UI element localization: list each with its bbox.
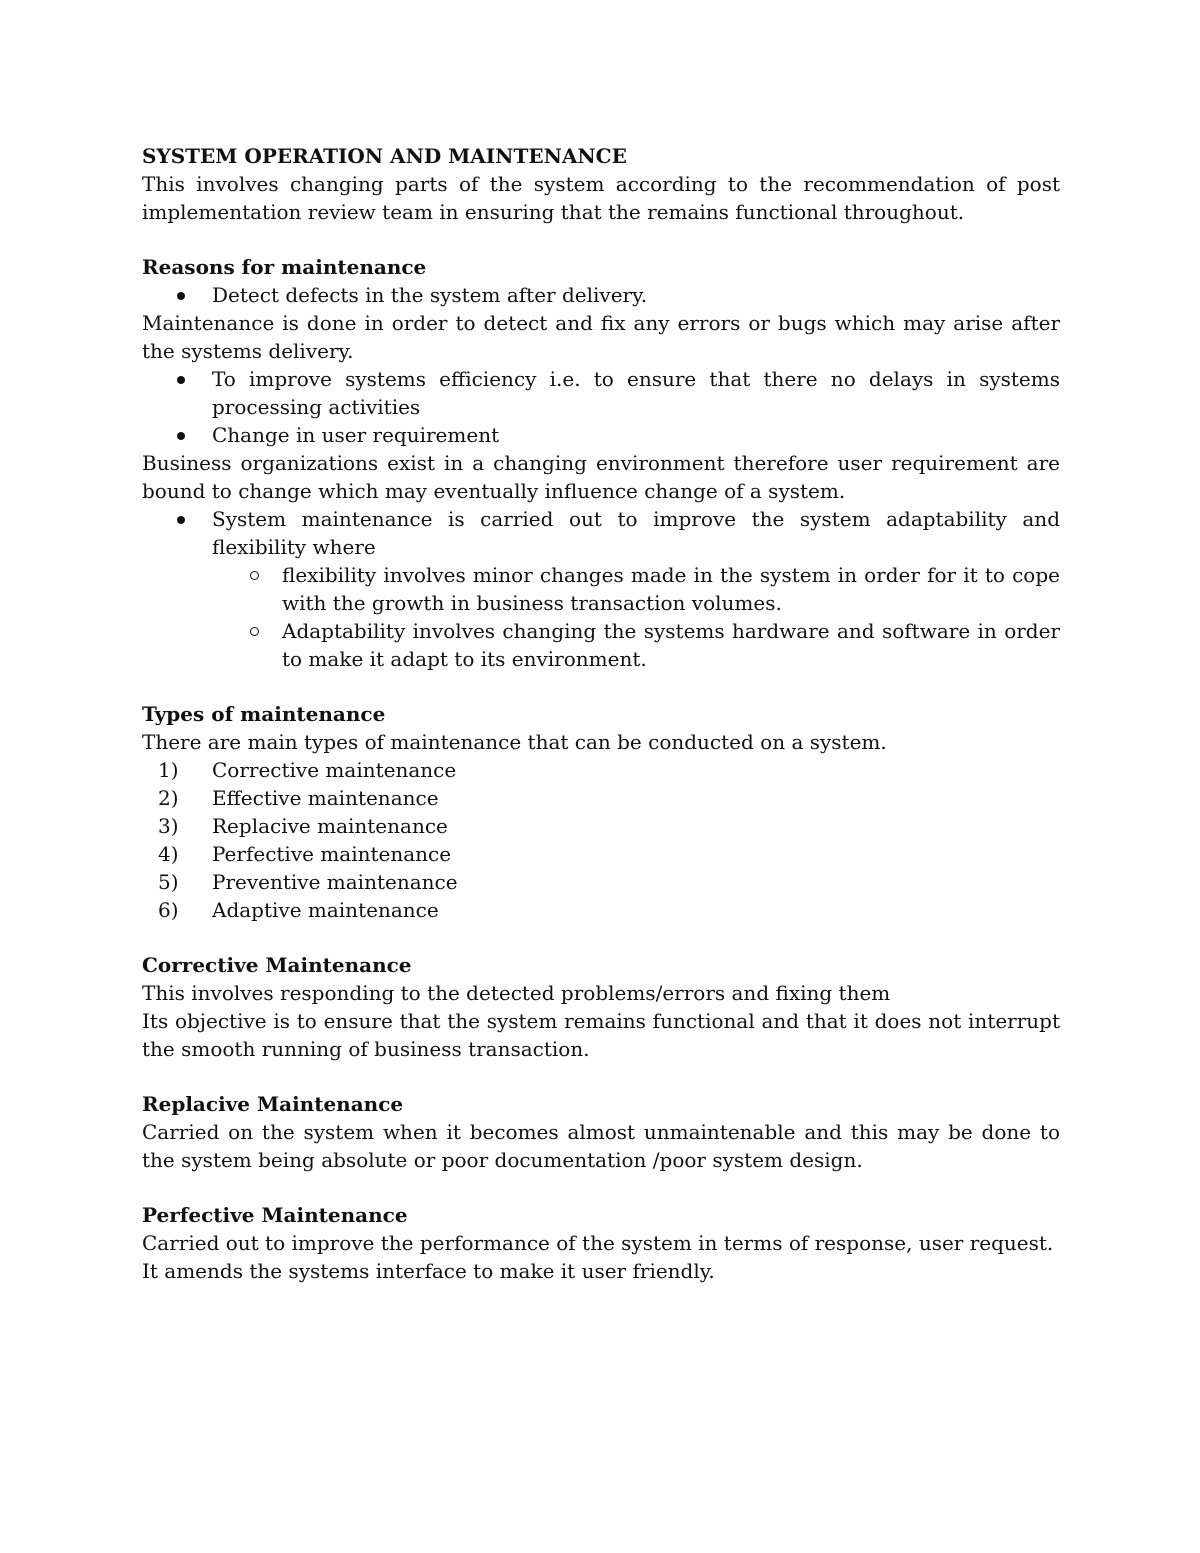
list-item-text: Preventive maintenance	[212, 870, 458, 894]
list-item	[142, 421, 1060, 449]
sublist-item-text: flexibility involves minor changes made in the system in order for it to cope with the growth in business transaction volumes.	[282, 563, 1060, 615]
document-title: SYSTEM OPERATION AND MAINTENANCE	[142, 144, 627, 168]
bullet-icon	[177, 292, 185, 300]
list-item-text: Adaptive maintenance	[212, 898, 439, 922]
circle-bullet-icon	[250, 627, 259, 636]
spacer	[142, 1063, 1060, 1090]
list-item	[142, 784, 1060, 812]
list-item	[142, 868, 1060, 896]
reasons-list-2	[142, 365, 1060, 449]
list-item-text: Replacive maintenance	[212, 814, 448, 838]
spacer	[142, 1174, 1060, 1201]
spacer	[142, 226, 1060, 253]
types-list	[142, 756, 1060, 924]
list-number: 1)	[158, 758, 179, 782]
list-item-text: Corrective maintenance	[212, 758, 457, 782]
sublist-item	[142, 617, 1060, 673]
list-number: 3)	[158, 814, 179, 838]
list-number: 2)	[158, 786, 179, 810]
sublist-item-text: Adaptability involves changing the systems hardware and software in order to make it adapt to its environment.	[282, 619, 1060, 671]
document-body	[142, 142, 1060, 1285]
list-number: 6)	[158, 898, 179, 922]
perfective-line-1: Carried out to improve the performance of the system in terms of response, user request.	[142, 1231, 1054, 1255]
list-number: 5)	[158, 870, 179, 894]
replacive-text: Carried on the system when it becomes almost unmaintenable and this may be done to the system being absolute or poor documentation /poor system design.	[142, 1120, 1060, 1172]
perfective-line-2: It amends the systems interface to make it user friendly.	[142, 1259, 715, 1283]
list-item	[142, 505, 1060, 561]
list-number: 4)	[158, 842, 179, 866]
circle-bullet-icon	[250, 571, 259, 580]
corrective-line-2: Its objective is to ensure that the system remains functional and that it does not interrupt the smooth running of business transaction.	[142, 1009, 1060, 1061]
list-item-text: Detect defects in the system after delivery.	[212, 283, 648, 307]
list-item	[142, 812, 1060, 840]
list-item-text: System maintenance is carried out to improve the system adaptability and flexibility where	[212, 507, 1060, 559]
spacer	[142, 673, 1060, 700]
reasons-list-3	[142, 505, 1060, 561]
bullet-icon	[177, 432, 185, 440]
types-intro: There are main types of maintenance that can be conducted on a system.	[142, 730, 887, 754]
list-item-text: Effective maintenance	[212, 786, 439, 810]
reasons-heading: Reasons for maintenance	[142, 255, 427, 279]
list-item-text: Change in user requirement	[212, 423, 500, 447]
corrective-line-1: This involves responding to the detected problems/errors and fixing them	[142, 981, 891, 1005]
list-item	[142, 896, 1060, 924]
list-item	[142, 281, 1060, 309]
list-item	[142, 840, 1060, 868]
bullet-icon	[177, 376, 185, 384]
types-heading: Types of maintenance	[142, 702, 386, 726]
replacive-heading: Replacive Maintenance	[142, 1092, 404, 1116]
reasons-paragraph-2: Business organizations exist in a changing environment therefore user requirement are bound to change which may eventually influence change of a system.	[142, 451, 1060, 503]
spacer	[142, 924, 1060, 951]
perfective-heading: Perfective Maintenance	[142, 1203, 408, 1227]
list-item-text: To improve systems efficiency i.e. to ensure that there no delays in systems processing activities	[212, 367, 1060, 419]
bullet-icon	[177, 516, 185, 524]
reasons-paragraph-1: Maintenance is done in order to detect and fix any errors or bugs which may arise after the systems delivery.	[142, 311, 1060, 363]
reasons-list-1	[142, 281, 1060, 309]
reasons-sublist	[142, 561, 1060, 673]
corrective-heading: Corrective Maintenance	[142, 953, 412, 977]
intro-paragraph: This involves changing parts of the system according to the recommendation of post implementation review team in ensuring that the remains functional throughout.	[142, 172, 1060, 224]
list-item	[142, 756, 1060, 784]
list-item	[142, 365, 1060, 421]
sublist-item	[142, 561, 1060, 617]
list-item-text: Perfective maintenance	[212, 842, 452, 866]
